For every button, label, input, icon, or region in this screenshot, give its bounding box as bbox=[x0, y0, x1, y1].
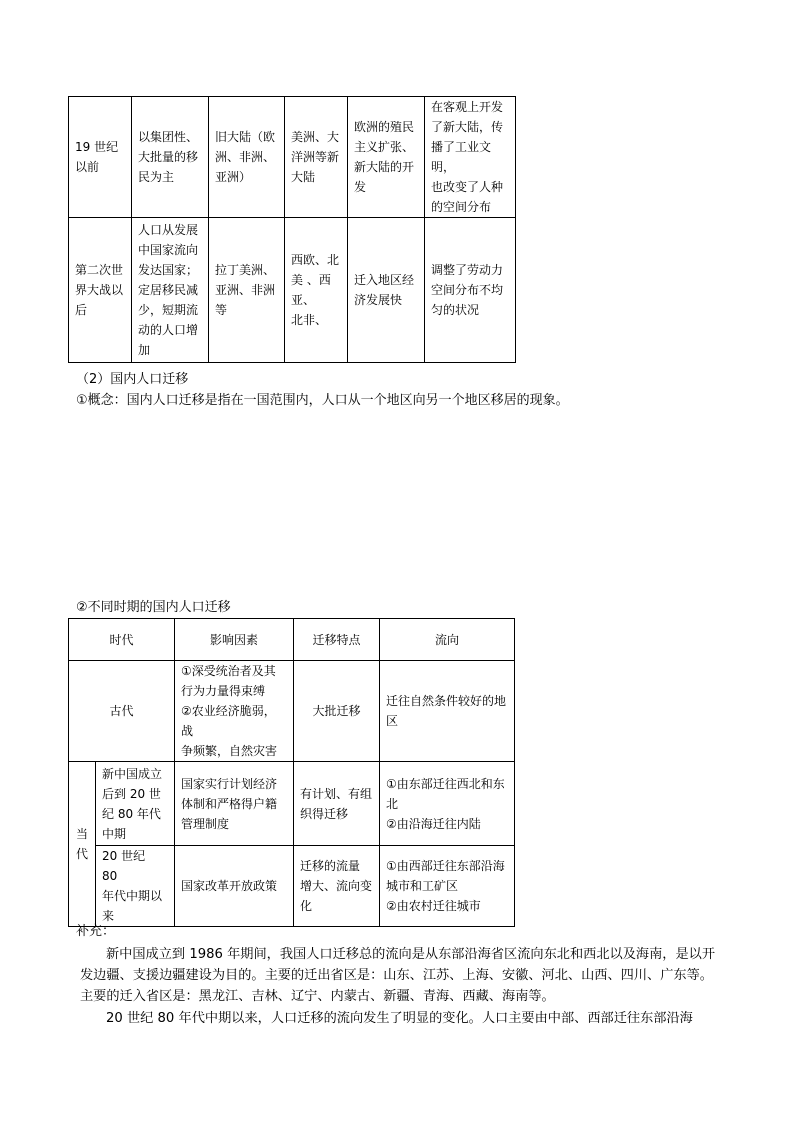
cell-line: 等 bbox=[215, 303, 228, 317]
cell-line: 欧洲的殖民 bbox=[354, 120, 415, 134]
cell-line: ①深受统治者及其 bbox=[181, 664, 276, 678]
cell-line: ②由沿海迁往内陆 bbox=[386, 816, 481, 831]
table-row bbox=[69, 846, 515, 927]
cell-line: 美 、西亚、 bbox=[291, 273, 331, 307]
cell-line: 代 bbox=[75, 847, 88, 861]
cell-line: 北 bbox=[386, 796, 399, 811]
cell-line: 大陆 bbox=[291, 170, 316, 184]
cell-line: 新中国成立 bbox=[102, 766, 163, 781]
cell-line: 中期 bbox=[102, 826, 127, 841]
cell-line: 新大陆的开 bbox=[354, 160, 415, 174]
feature-cell bbox=[294, 846, 380, 927]
characteristics-cell bbox=[132, 97, 209, 218]
cell-line: 发 bbox=[354, 180, 367, 194]
factors-cell bbox=[175, 661, 294, 762]
cell-line: 后 bbox=[75, 303, 88, 317]
cell-line: 80 bbox=[102, 869, 118, 883]
cell-line: 后到 20 世 bbox=[102, 786, 161, 801]
subheading: ②不同时期的国内人口迁移 bbox=[76, 600, 231, 615]
concept-text: ①概念：国内人口迁移是指在一国范围内，人口从一个地区向另一个地区移居的现象。 bbox=[76, 393, 569, 408]
cell-line: 亚洲、非洲 bbox=[215, 283, 276, 297]
cell-line: ①由东部迁往西北和东 bbox=[386, 776, 505, 791]
table-row bbox=[69, 218, 516, 363]
cell-line: 匀的状况 bbox=[431, 303, 480, 317]
cell-line: 洋洲等新 bbox=[291, 150, 340, 164]
cell-line: 城市和工矿区 bbox=[386, 879, 459, 893]
cell-line: 空间分布不均 bbox=[431, 283, 504, 297]
supplement-paragraph-1: 新中国成立到 1986 年期间，我国人口迁移总的流向是从东部沿海省区流向东北和西北以及海南，是以开发边疆、支援边疆建设为目的。主要的迁出省区是：山东、江苏、上海、安徽、河北、山西、四川、广东等。主要的迁入省区是：黑龙江、吉林、辽宁、内蒙古、新疆、青海、西藏、海南等。 bbox=[80, 947, 716, 1004]
factors-cell bbox=[175, 762, 294, 846]
cell-line: ②由农村迁往城市 bbox=[386, 899, 481, 913]
cell-line: ①由西部迁往东部沿海 bbox=[386, 859, 505, 873]
cell-line: 增大、流向变 bbox=[300, 879, 373, 893]
cell-line: 迁入地区经 bbox=[354, 273, 415, 287]
cell-line: 济发展快 bbox=[354, 293, 403, 307]
table-header-row bbox=[69, 619, 515, 661]
table-row bbox=[69, 97, 516, 218]
cell-line: 织得迁移 bbox=[300, 806, 349, 821]
header-era: 时代 bbox=[69, 619, 175, 661]
cell-line: 调整了劳动力 bbox=[431, 263, 504, 277]
cell-line: 行为力量得束缚 bbox=[181, 684, 266, 698]
cell-line: 发达国家； bbox=[138, 263, 199, 277]
origin-cell bbox=[209, 97, 285, 218]
supplement-paragraph-2: 20 世纪 80 年代中期以来，人口迁移的流向发生了明显的变化。人口主要由中部、西部迁往东部沿海 bbox=[106, 1011, 693, 1026]
flow-cell bbox=[380, 661, 515, 762]
cell-line: 迁移的流量 bbox=[300, 859, 361, 873]
cell-line: 定居移民减 bbox=[138, 283, 199, 297]
cell-line: 播了工业文明， bbox=[431, 140, 492, 174]
sub-period-cell bbox=[96, 762, 175, 846]
flow-cell bbox=[380, 846, 515, 927]
cell-line: 有计划、有组 bbox=[300, 786, 373, 801]
table-row bbox=[69, 661, 515, 762]
cell-line: 来 bbox=[102, 909, 115, 923]
era-modern bbox=[69, 762, 96, 927]
cell-line: 动的人口增 bbox=[138, 323, 199, 337]
cell-line: 界大战以 bbox=[75, 283, 124, 297]
cell-line: 19 世纪 bbox=[75, 140, 119, 154]
impact-cell bbox=[425, 97, 516, 218]
feature-cell bbox=[294, 762, 380, 846]
cell-line: 大批量的移 bbox=[138, 150, 199, 164]
cell-line: 以前 bbox=[75, 160, 100, 174]
sub-period-cell bbox=[96, 846, 175, 927]
origin-cell bbox=[209, 218, 285, 363]
cell-line: 纪 80 年代 bbox=[102, 806, 161, 821]
cell-line: 管理制度 bbox=[181, 816, 230, 831]
cell-line: 北非、 bbox=[291, 313, 328, 327]
factors-cell bbox=[175, 846, 294, 927]
cell-line: 当 bbox=[75, 827, 88, 841]
cell-line: 旧大陆（欧 bbox=[215, 130, 276, 144]
cell-line: 的空间分布 bbox=[431, 200, 492, 214]
cell-line: 体制和严格得户籍 bbox=[181, 796, 278, 811]
cell-line: 年代中期以 bbox=[102, 889, 163, 903]
cell-line: 也改变了人种 bbox=[431, 180, 504, 194]
cell-line: 国家实行计划经济 bbox=[181, 776, 278, 791]
cell-line: 中国家流向 bbox=[138, 243, 199, 257]
cell-line: 了新大陆，传 bbox=[431, 120, 504, 134]
cell-line: 人口从发展 bbox=[138, 223, 199, 237]
cell-line: 争频繁，自然灾害 bbox=[181, 744, 278, 758]
cause-cell bbox=[348, 97, 425, 218]
section-heading: （2）国内人口迁移 bbox=[76, 372, 189, 387]
cell-line: 在客观上开发 bbox=[431, 100, 504, 114]
international-migration-table bbox=[68, 96, 516, 363]
impact-cell bbox=[425, 218, 516, 363]
cause-cell bbox=[348, 218, 425, 363]
header-feature: 迁移特点 bbox=[294, 619, 380, 661]
cell-line: 迁往自然条件较好的地 bbox=[386, 694, 507, 708]
cell-line: 民为主 bbox=[138, 170, 175, 184]
cell-line: 化 bbox=[300, 899, 313, 913]
header-flow: 流向 bbox=[380, 619, 515, 661]
cell-line: 洲、非洲、 bbox=[215, 150, 276, 164]
cell-line: 加 bbox=[138, 343, 151, 357]
cell-line: 区 bbox=[386, 714, 399, 728]
characteristics-cell bbox=[132, 218, 209, 363]
period-cell bbox=[69, 97, 132, 218]
flow-cell bbox=[380, 762, 515, 846]
domestic-migration-table bbox=[68, 618, 515, 927]
table-row bbox=[69, 762, 515, 846]
cell-line: 拉丁美洲、 bbox=[215, 263, 276, 277]
period-cell bbox=[69, 218, 132, 363]
cell-line: 20 世纪 bbox=[102, 849, 146, 863]
cell-line: 美洲、大 bbox=[291, 130, 340, 144]
cell-line: ②农业经济脆弱，战 bbox=[181, 704, 276, 738]
destination-cell bbox=[285, 97, 348, 218]
cell-line: 亚洲） bbox=[215, 170, 252, 184]
feature-cell: 大批迁移 bbox=[294, 661, 380, 762]
cell-line: 主义扩张、 bbox=[354, 140, 415, 154]
cell-line: 西欧、北 bbox=[291, 253, 340, 267]
supplement-label: 补充： bbox=[76, 924, 116, 939]
header-factors: 影响因素 bbox=[175, 619, 294, 661]
cell-line: 第二次世 bbox=[75, 263, 124, 277]
cell-line: 少，短期流 bbox=[138, 303, 199, 317]
era-ancient: 古代 bbox=[69, 661, 175, 762]
destination-cell bbox=[285, 218, 348, 363]
cell-line: 以集团性、 bbox=[138, 130, 199, 144]
cell-line: 国家改革开放政策 bbox=[181, 879, 278, 893]
